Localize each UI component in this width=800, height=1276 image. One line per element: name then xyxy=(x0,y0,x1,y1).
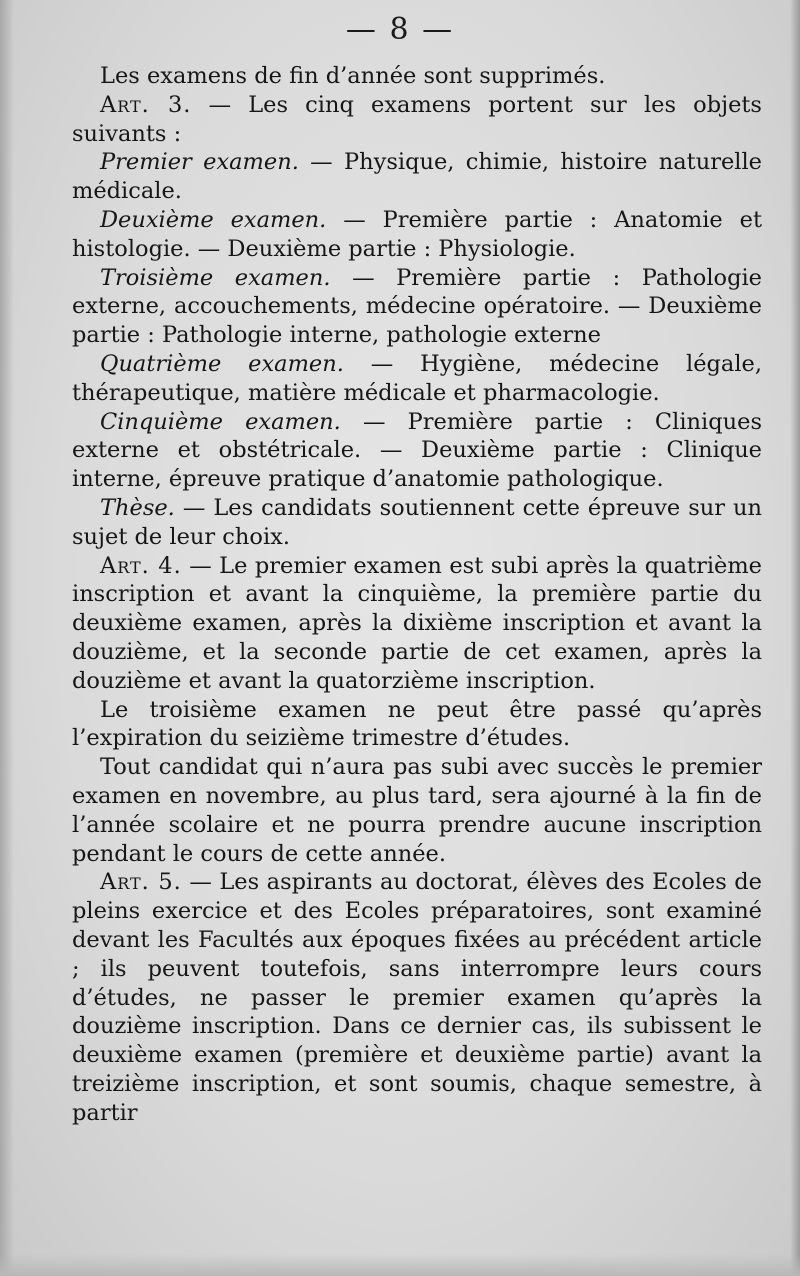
paragraph xyxy=(72,62,762,91)
paragraph xyxy=(72,696,762,754)
paragraph-text: Les examens de fin d’année sont supprimés. xyxy=(100,63,606,89)
paragraph-text: — Les cinq examens portent sur les objets suivants : xyxy=(72,91,762,147)
exam-label: Quatrième examen. xyxy=(100,350,344,377)
article-label: Art. 5. xyxy=(100,869,182,896)
paragraph-text: — Les aspirants au doctorat, élèves des Ecoles de pleins exercice et des Ecoles préparatoires, sont examiné devant les Facultés aux époques fixées au précédent article ; ils peuvent toutefois, sans interrompre leurs cours d’études, ne passer le premier examen qu’après la douzième inscription. Dans ce dernier cas, ils subissent le deuxième examen (première et deuxième partie) avant la treizième inscription, et sont soumis, chaque semestre, à partir xyxy=(72,869,762,1126)
page-edge-shadow-right xyxy=(790,0,800,1276)
paragraph-exam-2 xyxy=(72,206,762,264)
paragraph-exam-3 xyxy=(72,264,762,350)
paragraph-text: — Première partie : Pathologie externe, accouchements, médecine opératoire. — Deuxième partie : Pathologie interne, pathologie externe xyxy=(72,264,762,349)
paragraph-article-5 xyxy=(72,868,762,1127)
exam-label: Troisième examen. xyxy=(100,264,331,291)
article-label: Art. 4. xyxy=(100,552,182,579)
paragraph-text: — Première partie : Anatomie et histologie. — Deuxième partie : Physiologie. xyxy=(72,206,762,262)
paragraph-exam-5 xyxy=(72,408,762,494)
paragraph-text: — Les candidats soutiennent cette épreuve sur un sujet de leur choix. xyxy=(72,494,762,550)
paragraph-text: — Physique, chimie, histoire naturelle médicale. xyxy=(72,149,762,205)
page-number: — 8 — xyxy=(345,12,455,47)
exam-label: Premier examen. xyxy=(100,149,299,176)
paragraph-text: — Le premier examen est subi après la quatrième inscription et avant la cinquième, la première partie du deuxième examen, après la dixième inscription et avant la douzième, et la seconde partie de cet examen, après la douzième et avant la quatorzième inscription. xyxy=(72,552,762,694)
paragraph-text: — Hygiène, médecine légale, thérapeutique, matière médicale et pharmacologie. xyxy=(72,350,762,406)
paragraph-exam-1 xyxy=(72,148,762,206)
paragraph xyxy=(72,753,762,868)
paragraph-article-4 xyxy=(72,552,762,696)
paragraph-exam-4 xyxy=(72,350,762,408)
paragraph-article-3 xyxy=(72,91,762,149)
article-label: Art. 3. xyxy=(100,91,192,118)
body-text xyxy=(72,62,762,1127)
page-edge-shadow-bottom xyxy=(0,1254,800,1276)
exam-label: Cinquième examen. xyxy=(100,408,341,435)
paragraph-these xyxy=(72,494,762,552)
page-edge-shadow-left xyxy=(0,0,14,1276)
exam-label: Thèse. xyxy=(100,494,175,521)
exam-label: Deuxième examen. xyxy=(100,206,327,233)
paragraph-text: — Première partie : Cliniques externe et obstétricale. — Deuxième partie : Clinique interne, épreuve pratique d’anatomie pathologique. xyxy=(72,408,762,493)
paragraph-text: Tout candidat qui n’aura pas subi avec succès le premier examen en novembre, au plus tard, sera ajourné à la fin de l’année scolaire et ne pourra prendre aucune inscription pendant le cours de cette année. xyxy=(72,754,762,867)
paragraph-text: Le troisième examen ne peut être passé qu’après l’expiration du seizième trimestre d’études. xyxy=(72,696,762,752)
